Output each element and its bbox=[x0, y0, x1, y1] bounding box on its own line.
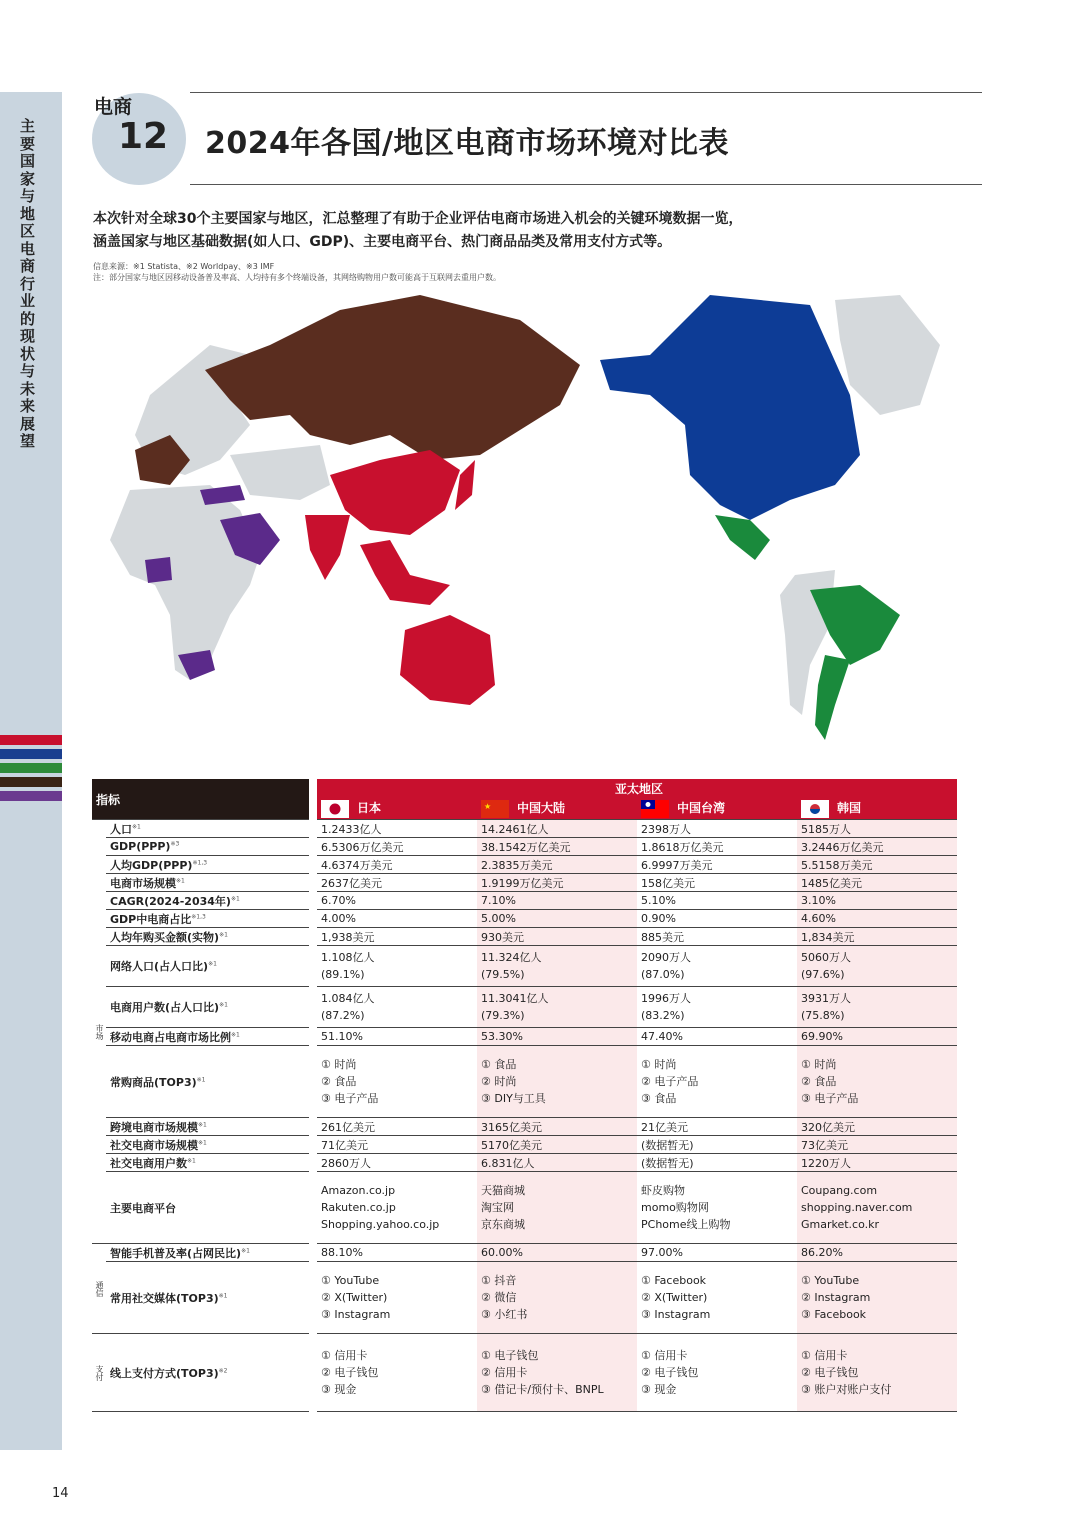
column-gap bbox=[309, 928, 317, 946]
cell-line: 1.084亿人 bbox=[321, 992, 375, 1005]
country-name: 日本 bbox=[357, 801, 382, 816]
table-row bbox=[92, 1172, 957, 1244]
source-note-marker: ※1 bbox=[198, 1138, 207, 1146]
cell-line: ③ 现金 bbox=[641, 1383, 677, 1396]
header-rule-top bbox=[190, 92, 982, 93]
cell-line: ② 电子产品 bbox=[641, 1075, 699, 1088]
table-cell: 1,834美元 bbox=[797, 928, 957, 946]
region-mexico bbox=[715, 515, 770, 560]
table-cell: 51.10% bbox=[317, 1028, 477, 1046]
stripe-brown bbox=[0, 777, 62, 787]
cell-line: ② 电子钱包 bbox=[641, 1366, 699, 1379]
cell-line: ② 时尚 bbox=[481, 1075, 517, 1088]
region-argentina bbox=[815, 655, 850, 740]
cell-line: 天猫商城 bbox=[481, 1184, 525, 1197]
indicator-label bbox=[106, 820, 309, 838]
indicator-text: 常购商品(TOP3) bbox=[110, 1075, 197, 1089]
table-cell: 158亿美元 bbox=[637, 874, 797, 892]
table-row bbox=[92, 856, 957, 874]
cell-line: Amazon.co.jp bbox=[321, 1184, 396, 1197]
category-label: 支付 bbox=[92, 1334, 106, 1412]
indicator-label bbox=[106, 892, 309, 910]
indicator-label bbox=[106, 1046, 309, 1118]
cell-line: ② 微信 bbox=[481, 1291, 517, 1304]
japan-flag-icon bbox=[321, 800, 349, 818]
indicator-text: 人均GDP(PPP) bbox=[110, 858, 193, 872]
cell-line: 5060万人 bbox=[801, 951, 851, 964]
table-cell: 60.00% bbox=[477, 1244, 637, 1262]
table-cell: 69.90% bbox=[797, 1028, 957, 1046]
indicator-label bbox=[106, 1118, 309, 1136]
indicator-text: GDP(PPP) bbox=[110, 840, 171, 853]
cell-line: ③ 借记卡/预付卡、BNPL bbox=[481, 1383, 604, 1396]
table-cell bbox=[317, 987, 477, 1028]
cell-line: (79.5%) bbox=[481, 968, 525, 981]
cell-line: ② 电子钱包 bbox=[801, 1366, 859, 1379]
taiwan-flag-icon bbox=[641, 800, 669, 818]
cell-line: 京东商城 bbox=[481, 1218, 525, 1231]
section-title-vertical: 主要国家与地区电商行业的现状与未来展望 bbox=[20, 117, 36, 450]
table-cell: 5.5158万美元 bbox=[797, 856, 957, 874]
table-row bbox=[92, 928, 957, 946]
cell-line: PChome线上购物 bbox=[641, 1218, 731, 1231]
indicator-label bbox=[106, 1136, 309, 1154]
table-cell: 73亿美元 bbox=[797, 1136, 957, 1154]
indicator-text: 常用社交媒体(TOP3) bbox=[110, 1291, 219, 1305]
region-apac-japan bbox=[455, 460, 475, 510]
indicator-label bbox=[106, 856, 309, 874]
cell-line: 虾皮购物 bbox=[641, 1184, 685, 1197]
table-cell bbox=[317, 946, 477, 987]
table-cell: 2860万人 bbox=[317, 1154, 477, 1172]
cell-line: ③ 食品 bbox=[641, 1092, 677, 1105]
table-cell: 4.00% bbox=[317, 910, 477, 928]
table-cell bbox=[797, 1046, 957, 1118]
cell-line: ② X(Twitter) bbox=[641, 1291, 708, 1304]
column-gap bbox=[309, 946, 317, 987]
table-cell: 4.60% bbox=[797, 910, 957, 928]
table-cell bbox=[797, 1334, 957, 1412]
cell-line: ② 食品 bbox=[321, 1075, 357, 1088]
table-cell: 261亿美元 bbox=[317, 1118, 477, 1136]
table-row bbox=[92, 1262, 957, 1334]
table-cell bbox=[797, 1262, 957, 1334]
indicator-text: GDP中电商占比 bbox=[110, 912, 192, 926]
indicator-text: 人口 bbox=[110, 822, 132, 836]
table-cell: 6.5306万亿美元 bbox=[317, 838, 477, 856]
page-number: 14 bbox=[52, 1486, 69, 1501]
cell-line: momo购物网 bbox=[641, 1201, 709, 1214]
country-header-china bbox=[477, 798, 637, 820]
source-line: 信息来源：※1 Statista、※2 Worldpay、※3 IMF bbox=[93, 262, 275, 271]
cell-line: 3931万人 bbox=[801, 992, 851, 1005]
source-note-marker: ※1 bbox=[198, 1120, 207, 1128]
column-gap bbox=[309, 1172, 317, 1244]
column-gap bbox=[309, 1046, 317, 1118]
column-gap bbox=[309, 874, 317, 892]
table-row bbox=[92, 1244, 957, 1262]
cell-line: ② 电子钱包 bbox=[321, 1366, 379, 1379]
indicator-text: 线上支付方式(TOP3) bbox=[110, 1366, 219, 1380]
cell-line: ② 信用卡 bbox=[481, 1366, 528, 1379]
table-cell bbox=[637, 1046, 797, 1118]
table-cell bbox=[797, 987, 957, 1028]
chapter-number: 12 bbox=[118, 116, 169, 157]
cell-line: (87.0%) bbox=[641, 968, 685, 981]
region-europe-russia bbox=[205, 295, 580, 460]
cell-line: ① 时尚 bbox=[801, 1058, 837, 1071]
cell-line: ③ Instagram bbox=[321, 1308, 391, 1321]
indicator-label bbox=[106, 946, 309, 987]
source-note-marker: ※1 bbox=[208, 960, 217, 968]
indicator-label bbox=[106, 838, 309, 856]
source-note-marker: ※1 bbox=[187, 1156, 196, 1164]
table-cell: 5185万人 bbox=[797, 820, 957, 838]
cell-line: ① 信用卡 bbox=[801, 1349, 848, 1362]
cell-line: ① YouTube bbox=[801, 1274, 860, 1287]
svg-text:★: ★ bbox=[484, 801, 492, 811]
source-note-marker: ※1,3 bbox=[192, 858, 208, 866]
source-note-marker: ※3 bbox=[170, 840, 180, 848]
table-row bbox=[92, 874, 957, 892]
cell-line: (75.8%) bbox=[801, 1009, 845, 1022]
table-cell: 2398万人 bbox=[637, 820, 797, 838]
column-gap bbox=[309, 1244, 317, 1262]
table-cell: 1220万人 bbox=[797, 1154, 957, 1172]
cell-line: (83.2%) bbox=[641, 1009, 685, 1022]
cell-line: 11.3041亿人 bbox=[481, 992, 549, 1005]
table-cell bbox=[317, 1334, 477, 1412]
table-cell bbox=[477, 1334, 637, 1412]
cell-line: (87.2%) bbox=[321, 1009, 365, 1022]
table-cell: 5.00% bbox=[477, 910, 637, 928]
cell-line: shopping.naver.com bbox=[801, 1201, 913, 1214]
cell-line: (79.3%) bbox=[481, 1009, 525, 1022]
indicator-label bbox=[106, 1028, 309, 1046]
table-cell: 5.10% bbox=[637, 892, 797, 910]
table-row bbox=[92, 1028, 957, 1046]
source-note-marker: ※1 bbox=[219, 1001, 228, 1009]
cell-line: 11.324亿人 bbox=[481, 951, 542, 964]
table-cell bbox=[637, 946, 797, 987]
cell-line: Shopping.yahoo.co.jp bbox=[321, 1218, 440, 1231]
cell-line: ① YouTube bbox=[321, 1274, 380, 1287]
table-row bbox=[92, 987, 957, 1028]
table-cell: 3165亿美元 bbox=[477, 1118, 637, 1136]
cell-line: ① Facebook bbox=[641, 1274, 707, 1287]
cell-line: ③ DIY与工具 bbox=[481, 1092, 546, 1105]
indicator-label bbox=[106, 928, 309, 946]
category-label: 市场 bbox=[92, 820, 106, 1244]
column-gap bbox=[309, 1136, 317, 1154]
table-cell bbox=[637, 1334, 797, 1412]
table-cell: 6.70% bbox=[317, 892, 477, 910]
table-cell: 2.3835万美元 bbox=[477, 856, 637, 874]
indicator-text: 电商市场规模 bbox=[110, 876, 176, 890]
table-row bbox=[92, 838, 957, 856]
source-note-marker: ※1 bbox=[230, 894, 240, 902]
page-title: 2024年各国/地区电商市场环境对比表 bbox=[205, 126, 729, 161]
indicator-text: 电商用户数(占人口比) bbox=[110, 1001, 220, 1014]
table-cell: (数据暂无) bbox=[637, 1154, 797, 1172]
table-row bbox=[92, 820, 957, 838]
china-flag-icon bbox=[481, 800, 509, 818]
cell-line: ① 电子钱包 bbox=[481, 1349, 539, 1362]
indicator-text: 网络人口(占人口比) bbox=[110, 960, 209, 973]
table-cell: 14.2461亿人 bbox=[477, 820, 637, 838]
region-mea-nigeria bbox=[145, 557, 172, 583]
cell-line: (97.6%) bbox=[801, 968, 845, 981]
region-header: 亚太地区 bbox=[317, 779, 957, 798]
indicator-text: 社交电商用户数 bbox=[110, 1156, 187, 1170]
table-row bbox=[92, 1154, 957, 1172]
cell-line: 1996万人 bbox=[641, 992, 691, 1005]
indicator-text: 主要电商平台 bbox=[110, 1201, 176, 1215]
table-cell: 0.90% bbox=[637, 910, 797, 928]
table-cell: 97.00% bbox=[637, 1244, 797, 1262]
indicator-header: 指标 bbox=[92, 779, 309, 820]
table-cell: 21亿美元 bbox=[637, 1118, 797, 1136]
table-cell: 3.10% bbox=[797, 892, 957, 910]
indicator-label bbox=[106, 987, 309, 1028]
column-gap bbox=[309, 838, 317, 856]
world-map bbox=[90, 285, 970, 755]
cell-line: (89.1%) bbox=[321, 968, 365, 981]
source-note-marker: ※1 bbox=[196, 1075, 206, 1083]
cell-line: ② Instagram bbox=[801, 1291, 871, 1304]
cell-line: Rakuten.co.jp bbox=[321, 1201, 396, 1214]
table-cell: 320亿美元 bbox=[797, 1118, 957, 1136]
column-gap bbox=[309, 987, 317, 1028]
chapter-category: 电商 bbox=[94, 96, 133, 118]
region-apac-china bbox=[330, 450, 460, 535]
table-cell: 71亿美元 bbox=[317, 1136, 477, 1154]
table-cell bbox=[317, 1172, 477, 1244]
stripe-red bbox=[0, 735, 62, 745]
cell-line: ③ Instagram bbox=[641, 1308, 711, 1321]
region-apac-india bbox=[305, 515, 350, 580]
cell-line: 1.108亿人 bbox=[321, 951, 375, 964]
source-note-marker: ※1 bbox=[241, 1246, 250, 1254]
central-asia-shape bbox=[230, 445, 330, 500]
table-cell bbox=[477, 1172, 637, 1244]
header-gap bbox=[309, 779, 317, 820]
cell-line: ③ 电子产品 bbox=[321, 1092, 379, 1105]
indicator-label bbox=[106, 1154, 309, 1172]
cell-line: 2090万人 bbox=[641, 951, 691, 964]
table-cell bbox=[797, 946, 957, 987]
table-cell bbox=[797, 1172, 957, 1244]
column-gap bbox=[309, 856, 317, 874]
intro-line-1: 本次针对全球30个主要国家与地区，汇总整理了有助于企业评估电商市场进入机会的关键环境数据一览， bbox=[93, 211, 743, 227]
indicator-label bbox=[106, 1244, 309, 1262]
table-cell bbox=[477, 1046, 637, 1118]
region-apac-sea bbox=[360, 540, 450, 605]
indicator-label bbox=[106, 910, 309, 928]
header-rule-bottom bbox=[190, 184, 982, 185]
table-cell bbox=[477, 987, 637, 1028]
indicator-label bbox=[106, 1172, 309, 1244]
cell-line: ① 时尚 bbox=[321, 1058, 357, 1071]
table-row bbox=[92, 910, 957, 928]
indicator-label bbox=[106, 1262, 309, 1334]
country-header-taiwan bbox=[637, 798, 797, 820]
country-name: 中国台湾 bbox=[677, 801, 726, 816]
table-cell bbox=[317, 1262, 477, 1334]
table-cell: 86.20% bbox=[797, 1244, 957, 1262]
table-cell: 47.40% bbox=[637, 1028, 797, 1046]
region-apac-australia bbox=[400, 615, 495, 705]
cell-line: 淘宝网 bbox=[481, 1201, 514, 1214]
source-note-marker: ※1,3 bbox=[191, 912, 206, 920]
table-row bbox=[92, 1118, 957, 1136]
cell-line: ② X(Twitter) bbox=[321, 1291, 388, 1304]
column-gap bbox=[309, 1154, 317, 1172]
source-note-marker: ※1 bbox=[176, 876, 185, 884]
table-cell: 1.2433亿人 bbox=[317, 820, 477, 838]
cell-line: ① 抖音 bbox=[481, 1274, 517, 1287]
table-cell: 7.10% bbox=[477, 892, 637, 910]
table-row bbox=[92, 946, 957, 987]
table-cell: 6.831亿人 bbox=[477, 1154, 637, 1172]
column-gap bbox=[309, 1028, 317, 1046]
table-cell: 1485亿美元 bbox=[797, 874, 957, 892]
table-cell bbox=[477, 1262, 637, 1334]
country-name: 中国大陆 bbox=[517, 801, 566, 816]
table-cell bbox=[637, 1262, 797, 1334]
country-header-japan bbox=[317, 798, 477, 820]
table-cell: 1.9199万亿美元 bbox=[477, 874, 637, 892]
country-header-korea bbox=[797, 798, 957, 820]
source-notes bbox=[93, 261, 501, 283]
cell-line: ① 食品 bbox=[481, 1058, 517, 1071]
table-cell: 1.8618万亿美元 bbox=[637, 838, 797, 856]
comparison-table bbox=[92, 779, 957, 1412]
category-label: 通信 bbox=[92, 1244, 106, 1334]
cell-line: ③ 账户对账户支付 bbox=[801, 1383, 892, 1396]
table-cell: 4.6374万美元 bbox=[317, 856, 477, 874]
cell-line: ③ Facebook bbox=[801, 1308, 867, 1321]
indicator-text: 跨境电商市场规模 bbox=[110, 1120, 198, 1134]
stripe-blue bbox=[0, 749, 62, 759]
color-stripes bbox=[0, 735, 62, 805]
cell-line: Gmarket.co.kr bbox=[801, 1218, 880, 1231]
table-cell bbox=[637, 987, 797, 1028]
column-gap bbox=[309, 1118, 317, 1136]
table-cell: 930美元 bbox=[477, 928, 637, 946]
table-cell bbox=[317, 1046, 477, 1118]
table-cell: 3.2446万亿美元 bbox=[797, 838, 957, 856]
table-row bbox=[92, 1136, 957, 1154]
africa-shape bbox=[110, 485, 260, 680]
table-cell: 38.1542万亿美元 bbox=[477, 838, 637, 856]
column-gap bbox=[309, 820, 317, 838]
column-gap bbox=[309, 1334, 317, 1412]
indicator-text: 移动电商占电商市场比例 bbox=[110, 1030, 231, 1044]
cell-line: ① 时尚 bbox=[641, 1058, 677, 1071]
greenland-shape bbox=[835, 295, 940, 415]
source-note-marker: ※2 bbox=[218, 1366, 228, 1374]
intro-text bbox=[93, 208, 993, 254]
stripe-purple bbox=[0, 791, 62, 801]
source-note-marker: ※1 bbox=[132, 822, 141, 830]
cell-line: Coupang.com bbox=[801, 1184, 878, 1197]
table-header-row-1 bbox=[92, 779, 957, 798]
cell-line: ① 信用卡 bbox=[321, 1349, 368, 1362]
table-cell: 6.9997万美元 bbox=[637, 856, 797, 874]
table-cell: 1,938美元 bbox=[317, 928, 477, 946]
cell-line: ③ 电子产品 bbox=[801, 1092, 859, 1105]
source-note-marker: ※1 bbox=[218, 1291, 228, 1299]
column-gap bbox=[309, 910, 317, 928]
table-row bbox=[92, 1046, 957, 1118]
cell-line: ① 信用卡 bbox=[641, 1349, 688, 1362]
source-note-marker: ※1 bbox=[231, 1030, 240, 1038]
cell-line: ③ 小红书 bbox=[481, 1308, 528, 1321]
indicator-text: CAGR(2024-2034年) bbox=[110, 894, 231, 908]
indicator-label bbox=[106, 874, 309, 892]
cell-line: ② 食品 bbox=[801, 1075, 837, 1088]
indicator-text: 社交电商市场规模 bbox=[110, 1138, 198, 1152]
table-cell: 2637亿美元 bbox=[317, 874, 477, 892]
table-cell: (数据暂无) bbox=[637, 1136, 797, 1154]
intro-line-2: 涵盖国家与地区基础数据(如人口、GDP)、主要电商平台、热门商品品类及常用支付方式等。 bbox=[93, 234, 672, 250]
table-cell: 88.10% bbox=[317, 1244, 477, 1262]
region-north-america bbox=[600, 295, 860, 520]
table-cell: 5170亿美元 bbox=[477, 1136, 637, 1154]
indicator-label bbox=[106, 1334, 309, 1412]
indicator-text: 智能手机普及率(占网民比) bbox=[110, 1246, 242, 1260]
column-gap bbox=[309, 1262, 317, 1334]
column-gap bbox=[309, 892, 317, 910]
table-cell bbox=[637, 1172, 797, 1244]
indicator-text: 人均年购买金额(实物) bbox=[110, 930, 220, 944]
stripe-green bbox=[0, 763, 62, 773]
korea-flag-icon bbox=[801, 800, 829, 818]
table-cell bbox=[477, 946, 637, 987]
table-cell: 885美元 bbox=[637, 928, 797, 946]
cell-line: ③ 现金 bbox=[321, 1383, 357, 1396]
note-line: 注：部分国家与地区因移动设备普及率高、人均持有多个终端设备，其网络购物用户数可能高于互联网去重用户数。 bbox=[93, 273, 501, 282]
table-row bbox=[92, 1334, 957, 1412]
country-name: 韩国 bbox=[837, 801, 862, 816]
table-cell: 53.30% bbox=[477, 1028, 637, 1046]
table-row bbox=[92, 892, 957, 910]
source-note-marker: ※1 bbox=[219, 930, 228, 938]
